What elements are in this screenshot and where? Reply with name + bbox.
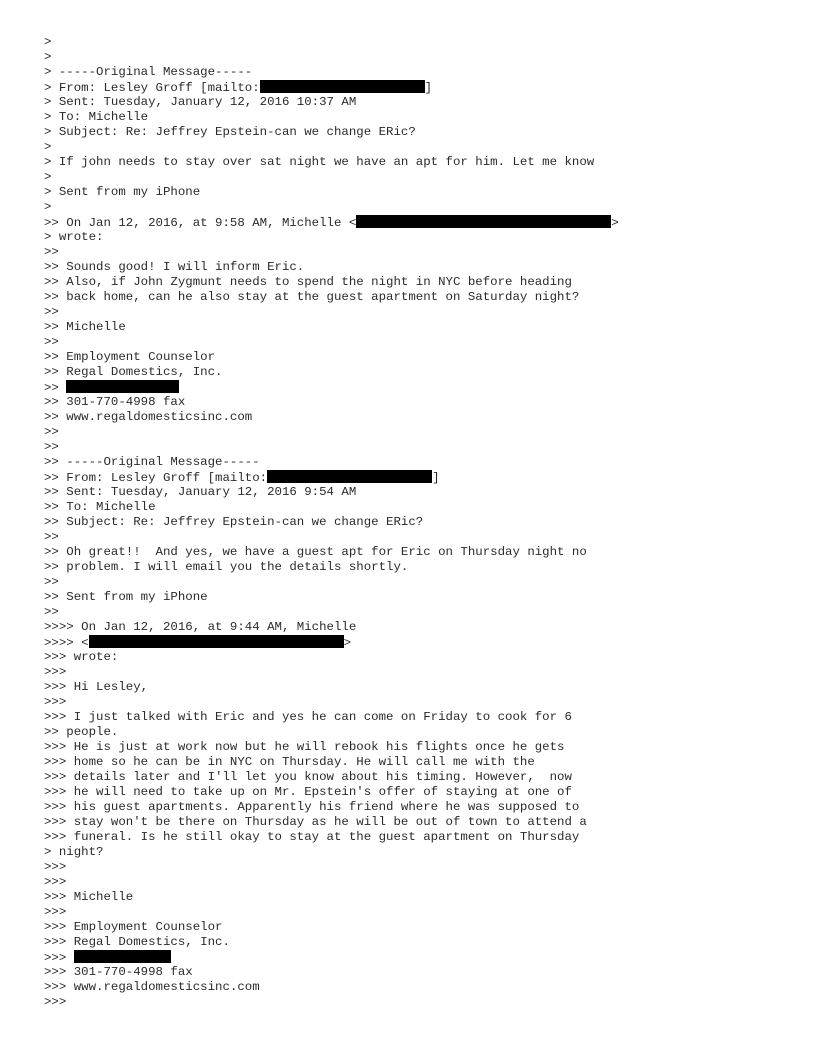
text-segment: > Sent: Tuesday, January 12, 2016 10:37 AM xyxy=(44,95,357,109)
text-line xyxy=(44,275,784,290)
text-segment: >> Also, if John Zygmunt needs to spend the night in NYC before heading xyxy=(44,275,572,289)
text-line xyxy=(44,620,784,635)
text-segment: >>> xyxy=(44,875,67,889)
text-line xyxy=(44,425,784,440)
text-segment: >>> www.regaldomesticsinc.com xyxy=(44,980,260,994)
text-line xyxy=(44,800,784,815)
text-line xyxy=(44,875,784,890)
text-line xyxy=(44,440,784,455)
text-segment: >>> He is just at work now but he will rebook his flights once he gets xyxy=(44,740,565,754)
text-segment: >>> xyxy=(44,695,67,709)
text-segment: >> From: Lesley Groff [mailto: xyxy=(44,471,268,485)
text-segment: >>> xyxy=(44,995,67,1009)
text-segment: >>>> < xyxy=(44,636,89,650)
text-segment: >> xyxy=(44,305,59,319)
text-line xyxy=(44,830,784,845)
text-line xyxy=(44,695,784,710)
text-segment: ] xyxy=(432,471,440,485)
text-line xyxy=(44,65,784,80)
text-segment: > xyxy=(343,636,352,650)
text-line xyxy=(44,755,784,770)
text-segment: >>> he will need to take up on Mr. Epstein's offer of staying at one of xyxy=(44,785,572,799)
text-segment: >> Subject: Re: Jeffrey Epstein-can we change ERic? xyxy=(44,515,424,529)
text-line xyxy=(44,530,784,545)
text-line xyxy=(44,170,784,185)
text-segment: >> On Jan 12, 2016, at 9:58 AM, Michelle < xyxy=(44,216,357,230)
text-segment: >>> Regal Domestics, Inc. xyxy=(44,935,230,949)
text-segment: > xyxy=(611,216,619,230)
text-segment: > wrote: xyxy=(44,230,104,244)
text-line xyxy=(44,935,784,950)
text-line xyxy=(44,965,784,980)
text-segment: > xyxy=(44,170,52,184)
redaction-box xyxy=(356,215,611,228)
text-segment: >> xyxy=(44,530,59,544)
text-line xyxy=(44,950,784,965)
text-segment: >> Sent from my iPhone xyxy=(44,590,208,604)
text-line xyxy=(44,575,784,590)
text-segment: >>> xyxy=(44,905,67,919)
text-line xyxy=(44,605,784,620)
text-line xyxy=(44,335,784,350)
text-segment: >> To: Michelle xyxy=(44,500,156,514)
text-segment: >>> I just talked with Eric and yes he can come on Friday to cook for 6 xyxy=(44,710,572,724)
text-line xyxy=(44,95,784,110)
text-segment: >>> wrote: xyxy=(44,650,119,664)
text-segment: >>> xyxy=(44,665,67,679)
text-line xyxy=(44,350,784,365)
text-segment: >> xyxy=(44,440,59,454)
text-segment: >>> 301-770-4998 fax xyxy=(44,965,193,979)
text-line xyxy=(44,770,784,785)
redaction-box xyxy=(260,80,425,93)
text-segment: >>> home so he can be in NYC on Thursday. He will call me with the xyxy=(44,755,535,769)
text-line xyxy=(44,815,784,830)
text-segment: >> back home, can he also stay at the guest apartment on Saturday night? xyxy=(44,290,580,304)
text-line xyxy=(44,785,784,800)
redaction-box xyxy=(66,380,179,393)
text-segment: >> Sent: Tuesday, January 12, 2016 9:54 AM xyxy=(44,485,357,499)
text-segment: >>> funeral. Is he still okay to stay at the guest apartment on Thursday xyxy=(44,830,580,844)
text-segment: >>>> On Jan 12, 2016, at 9:44 AM, Michelle xyxy=(44,620,357,634)
text-line xyxy=(44,590,784,605)
text-line xyxy=(44,50,784,65)
text-segment: >> Regal Domestics, Inc. xyxy=(44,365,223,379)
text-line xyxy=(44,890,784,905)
text-segment: >> xyxy=(44,425,59,439)
text-segment: >> problem. I will email you the details shortly. xyxy=(44,560,409,574)
text-line xyxy=(44,110,784,125)
text-line xyxy=(44,155,784,170)
text-line xyxy=(44,365,784,380)
text-line xyxy=(44,260,784,275)
text-segment: > -----Original Message----- xyxy=(44,65,253,79)
redaction-box xyxy=(74,950,172,963)
text-segment: >> xyxy=(44,575,59,589)
text-line xyxy=(44,545,784,560)
text-segment: >> 301-770-4998 fax xyxy=(44,395,186,409)
text-line xyxy=(44,560,784,575)
text-segment: >>> Hi Lesley, xyxy=(44,680,149,694)
text-line xyxy=(44,515,784,530)
text-line xyxy=(44,680,784,695)
text-segment: >> xyxy=(44,335,59,349)
text-segment: > To: Michelle xyxy=(44,110,149,124)
email-document xyxy=(44,35,784,1010)
text-line xyxy=(44,200,784,215)
text-segment: >> Oh great!! And yes, we have a guest apt for Eric on Thursday night no xyxy=(44,545,587,559)
text-line xyxy=(44,290,784,305)
text-line xyxy=(44,860,784,875)
text-line xyxy=(44,740,784,755)
redaction-box xyxy=(89,635,344,648)
text-segment: >> Sounds good! I will inform Eric. xyxy=(44,260,305,274)
text-line xyxy=(44,230,784,245)
text-segment: >> xyxy=(44,245,59,259)
redaction-box xyxy=(267,470,432,483)
text-line xyxy=(44,305,784,320)
text-segment: >>> xyxy=(44,951,74,965)
text-segment: >>> Michelle xyxy=(44,890,134,904)
text-segment: > Subject: Re: Jeffrey Epstein-can we change ERic? xyxy=(44,125,416,139)
text-segment: >> -----Original Message----- xyxy=(44,455,260,469)
text-line xyxy=(44,470,784,485)
text-segment: >> xyxy=(44,381,67,395)
text-line xyxy=(44,710,784,725)
text-segment: > Sent from my iPhone xyxy=(44,185,201,199)
text-line xyxy=(44,725,784,740)
text-segment: >> xyxy=(44,605,59,619)
text-segment: > From: Lesley Groff [mailto: xyxy=(44,81,260,95)
text-segment: > xyxy=(44,140,52,154)
text-segment: > xyxy=(44,200,52,214)
text-line xyxy=(44,320,784,335)
text-line xyxy=(44,35,784,50)
text-line xyxy=(44,215,784,230)
text-line xyxy=(44,125,784,140)
text-segment: >> Michelle xyxy=(44,320,126,334)
text-segment: >>> Employment Counselor xyxy=(44,920,223,934)
text-line xyxy=(44,845,784,860)
text-line xyxy=(44,920,784,935)
text-line xyxy=(44,635,784,650)
text-segment: >>> his guest apartments. Apparently his friend where he was supposed to xyxy=(44,800,580,814)
text-line xyxy=(44,455,784,470)
text-segment: > xyxy=(44,35,52,49)
text-line xyxy=(44,485,784,500)
text-segment: >>> stay won't be there on Thursday as he will be out of town to attend a xyxy=(44,815,587,829)
text-line xyxy=(44,245,784,260)
text-line xyxy=(44,650,784,665)
text-line xyxy=(44,665,784,680)
text-line xyxy=(44,905,784,920)
text-segment: > If john needs to stay over sat night we have an apt for him. Let me know xyxy=(44,155,595,169)
text-segment: >> people. xyxy=(44,725,119,739)
text-segment: >> Employment Counselor xyxy=(44,350,216,364)
text-line xyxy=(44,395,784,410)
text-line xyxy=(44,980,784,995)
text-segment: > xyxy=(44,50,52,64)
text-line xyxy=(44,185,784,200)
text-segment: ] xyxy=(424,81,433,95)
text-segment: > night? xyxy=(44,845,104,859)
text-line xyxy=(44,380,784,395)
text-segment: >>> details later and I'll let you know about his timing. However, now xyxy=(44,770,572,784)
text-line xyxy=(44,80,784,95)
text-line xyxy=(44,500,784,515)
text-line xyxy=(44,410,784,425)
text-segment: >> www.regaldomesticsinc.com xyxy=(44,410,253,424)
text-line xyxy=(44,995,784,1010)
text-line xyxy=(44,140,784,155)
text-segment: >>> xyxy=(44,860,67,874)
